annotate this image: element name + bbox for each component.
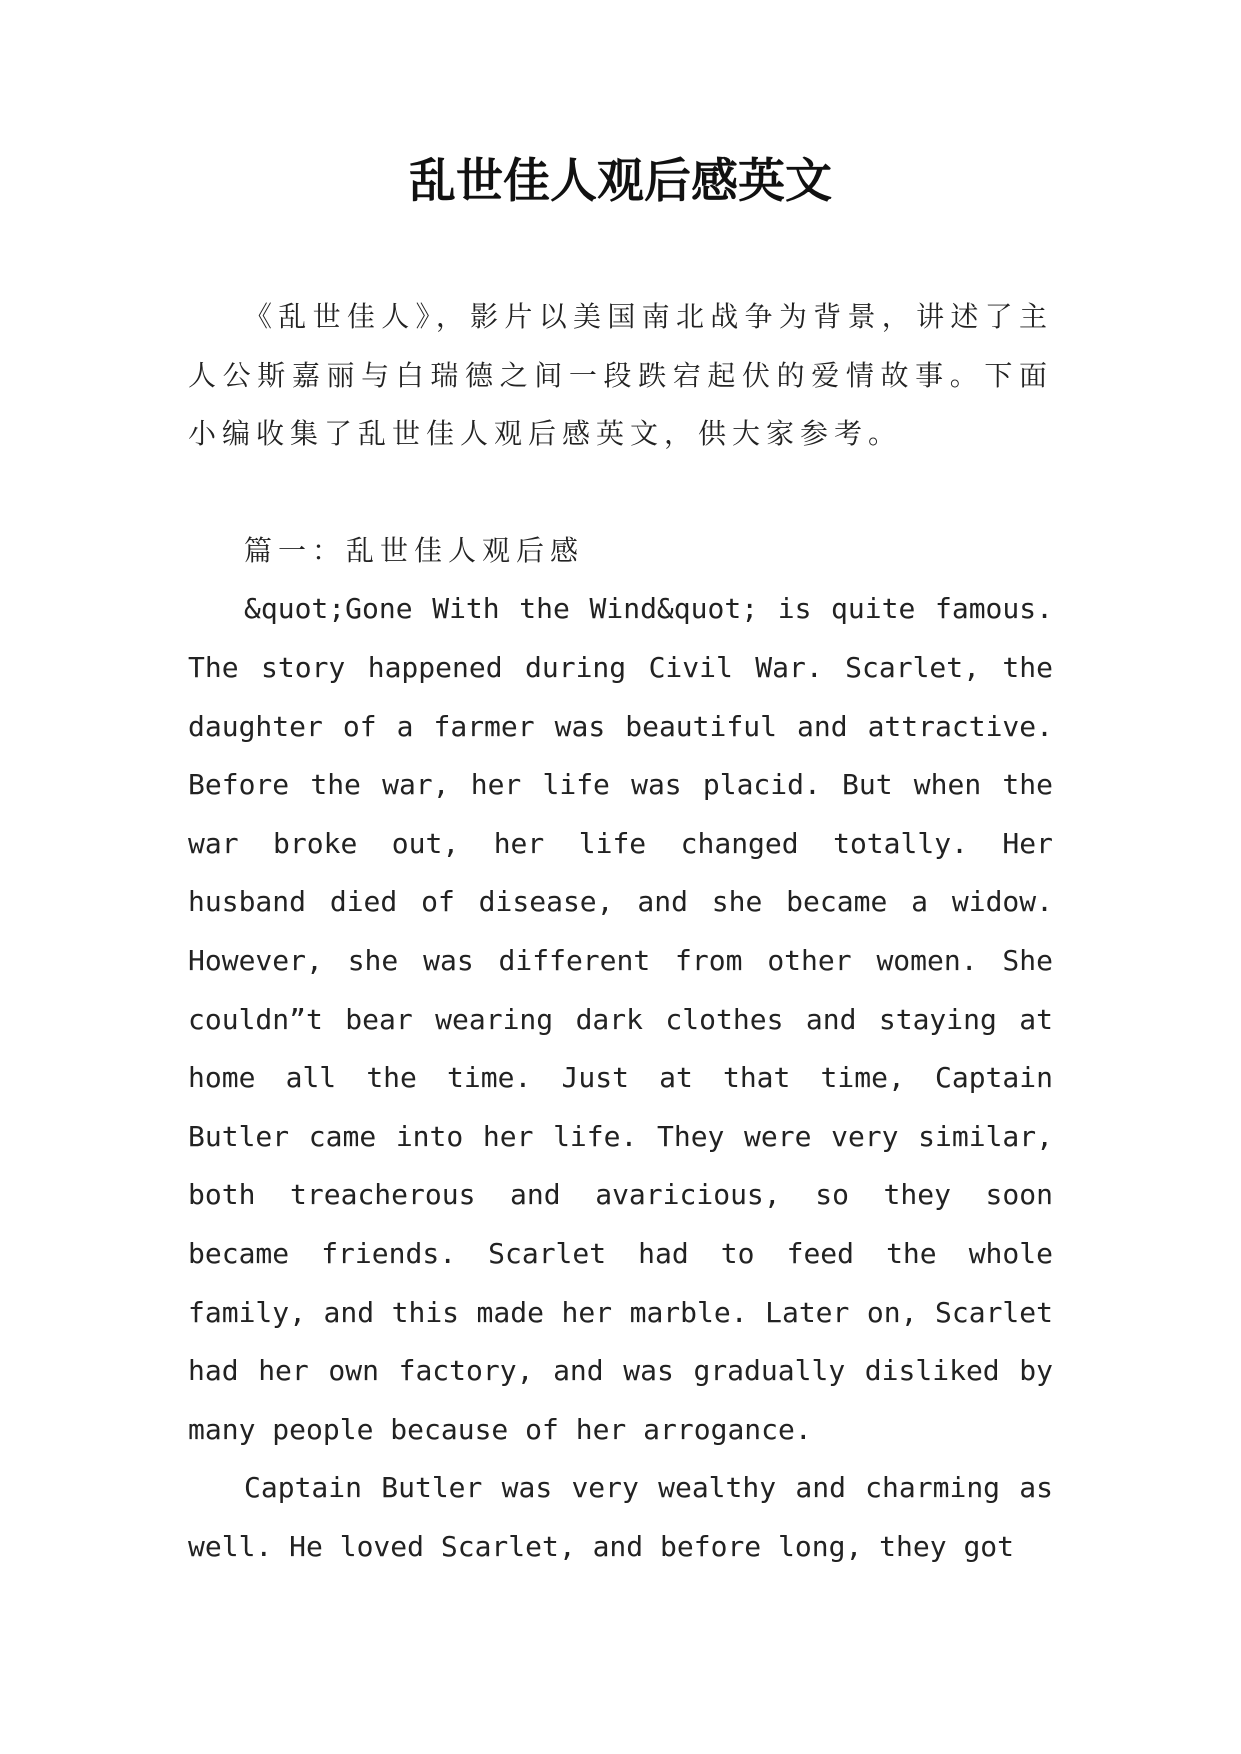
- document-body: [188, 288, 1053, 1576]
- body-paragraph-2: Captain Butler was very wealthy and charming as well. He loved Scarlet, and before long, they got: [188, 1471, 1053, 1563]
- intro-paragraph: 《乱世佳人》，影片以美国南北战争为背景，讲述了主人公斯嘉丽与白瑞德之间一段跌宕起伏的爱情故事。下面小编收集了乱世佳人观后感英文，供大家参考。: [188, 300, 1053, 451]
- body-paragraph-1: &quot;Gone With the Wind&quot; is quite famous. The story happened during Civil War. Scarlet, the daughter of a farmer was beautiful and attractive. Before the war, her life was placid. But when the war broke out, her life changed totally. Her husband died of disease, and she became a widow. However, she was different from other women. She couldn”t bear wearing dark clothes and staying at home all the time. Just at that time, Captain Butler came into her life. They were very similar, both treacherous and avaricious, so they soon became friends. Scarlet had to feed the whole family, and this made her marble. Later on, Scarlet had her own factory, and was gradually disliked by many people because of her arrogance.: [188, 592, 1053, 1446]
- section-heading: 篇一：乱世佳人观后感: [244, 533, 585, 567]
- document-title: 乱世佳人观后感英文: [409, 154, 832, 209]
- paragraph-spacer: [188, 464, 1053, 522]
